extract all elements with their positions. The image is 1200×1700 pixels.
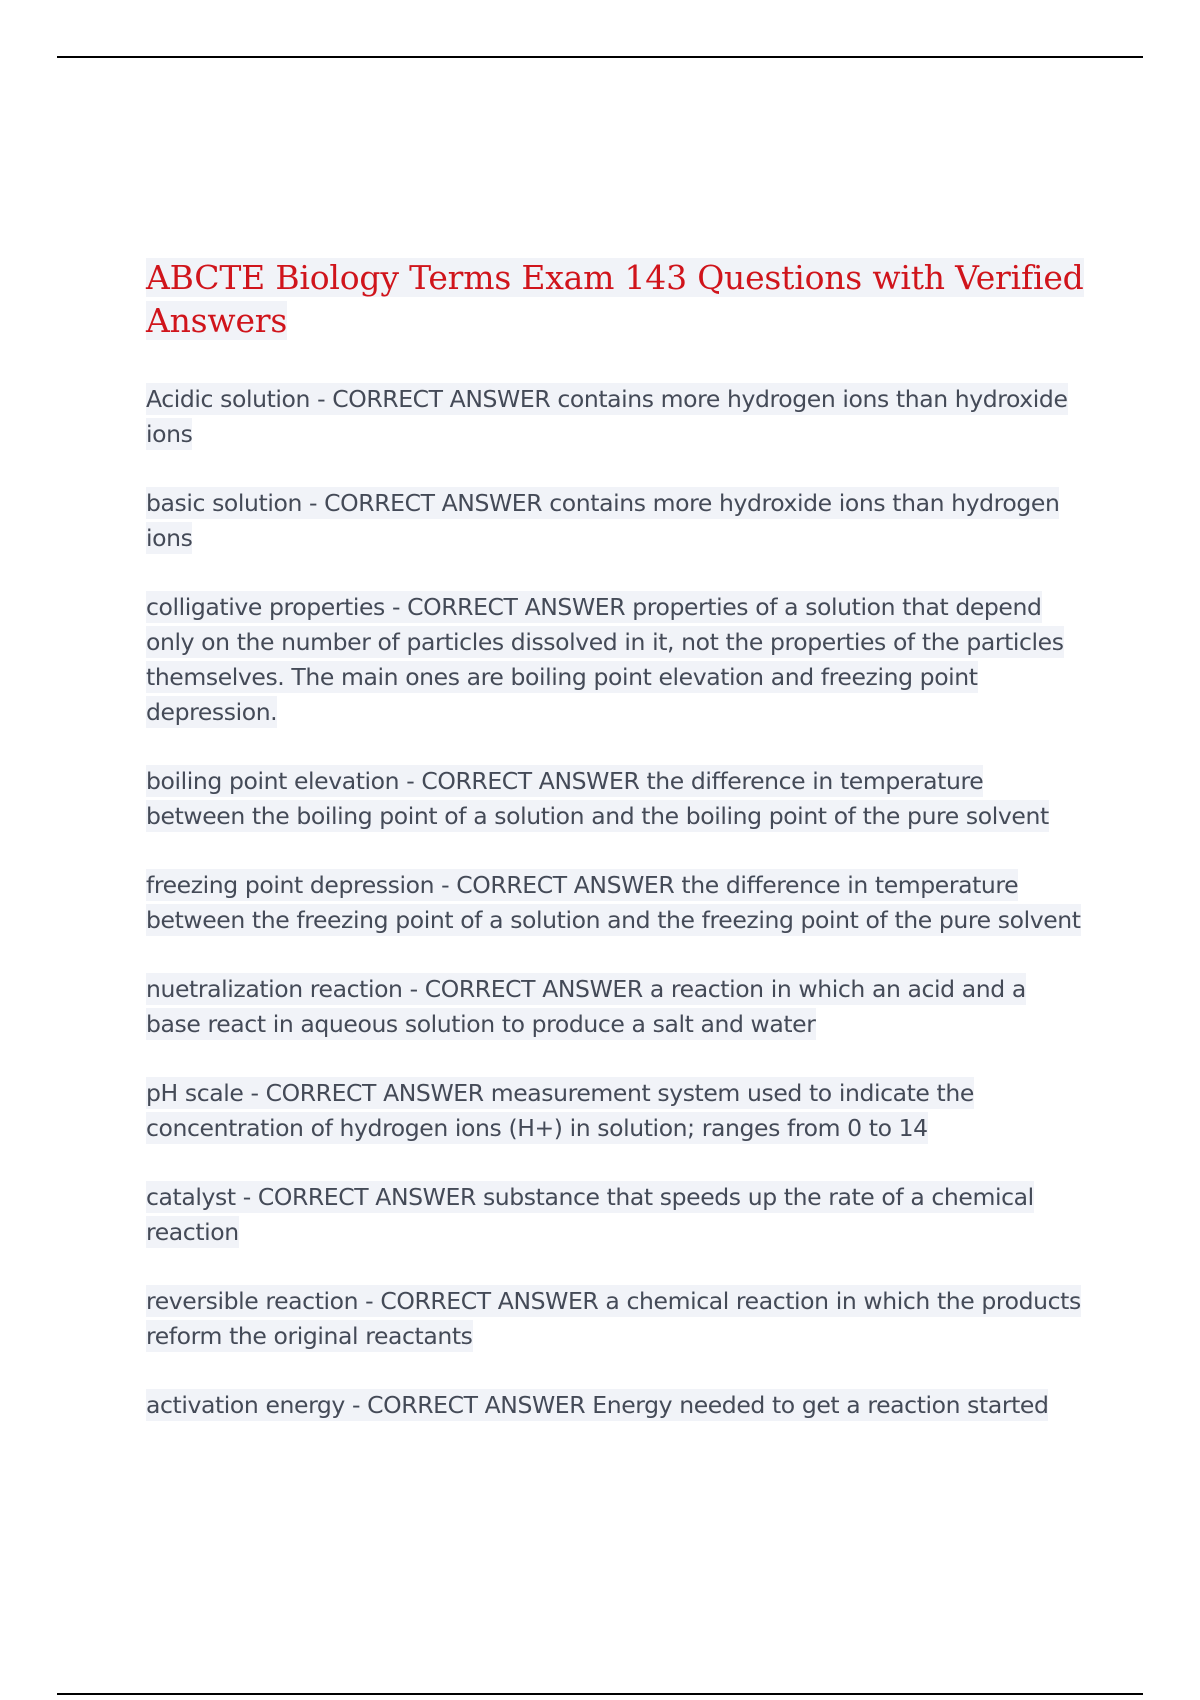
term-entry-text: catalyst - CORRECT ANSWER substance that speeds up the rate of a chemical reaction [146, 1183, 1034, 1246]
document-title [146, 256, 1086, 342]
term-entry [146, 868, 1086, 938]
header-rule [57, 56, 1143, 58]
document-title-text: ABCTE Biology Terms Exam 143 Questions with Verified Answers [146, 258, 1084, 340]
term-entry-text: boiling point elevation - CORRECT ANSWER the difference in temperature between the boiling point of a solution and the boiling point of the pure solvent [146, 767, 1049, 830]
term-entry-text: Acidic solution - CORRECT ANSWER contains more hydrogen ions than hydroxide ions [146, 385, 1068, 448]
term-entry [146, 1284, 1086, 1354]
term-entry [146, 1076, 1086, 1146]
term-entry [146, 382, 1086, 452]
term-entry [146, 486, 1086, 556]
term-entry [146, 972, 1086, 1042]
footer-rule [57, 1693, 1143, 1695]
document-body [146, 256, 1086, 1457]
term-entry-text: reversible reaction - CORRECT ANSWER a chemical reaction in which the products reform the original reactants [146, 1287, 1081, 1350]
term-entry [146, 590, 1086, 730]
term-entry-text: basic solution - CORRECT ANSWER contains more hydroxide ions than hydrogen ions [146, 489, 1060, 552]
term-entry [146, 1180, 1086, 1250]
term-entry-text: freezing point depression - CORRECT ANSWER the difference in temperature between the freezing point of a solution and the freezing point of the pure solvent [146, 871, 1081, 934]
term-entry-text: nuetralization reaction - CORRECT ANSWER a reaction in which an acid and a base react in aqueous solution to produce a salt and water [146, 975, 1026, 1038]
term-entry-text: pH scale - CORRECT ANSWER measurement system used to indicate the concentration of hydrogen ions (H+) in solution; ranges from 0 to 14 [146, 1079, 974, 1142]
term-entry-text: activation energy - CORRECT ANSWER Energy needed to get a reaction started [146, 1391, 1049, 1419]
term-entry [146, 1388, 1086, 1423]
term-entry [146, 764, 1086, 834]
term-entry-text: colligative properties - CORRECT ANSWER properties of a solution that depend only on the number of particles dissolved in it, not the properties of the particles themselves. The main ones are boiling point elevation and freezing point depression. [146, 593, 1064, 726]
